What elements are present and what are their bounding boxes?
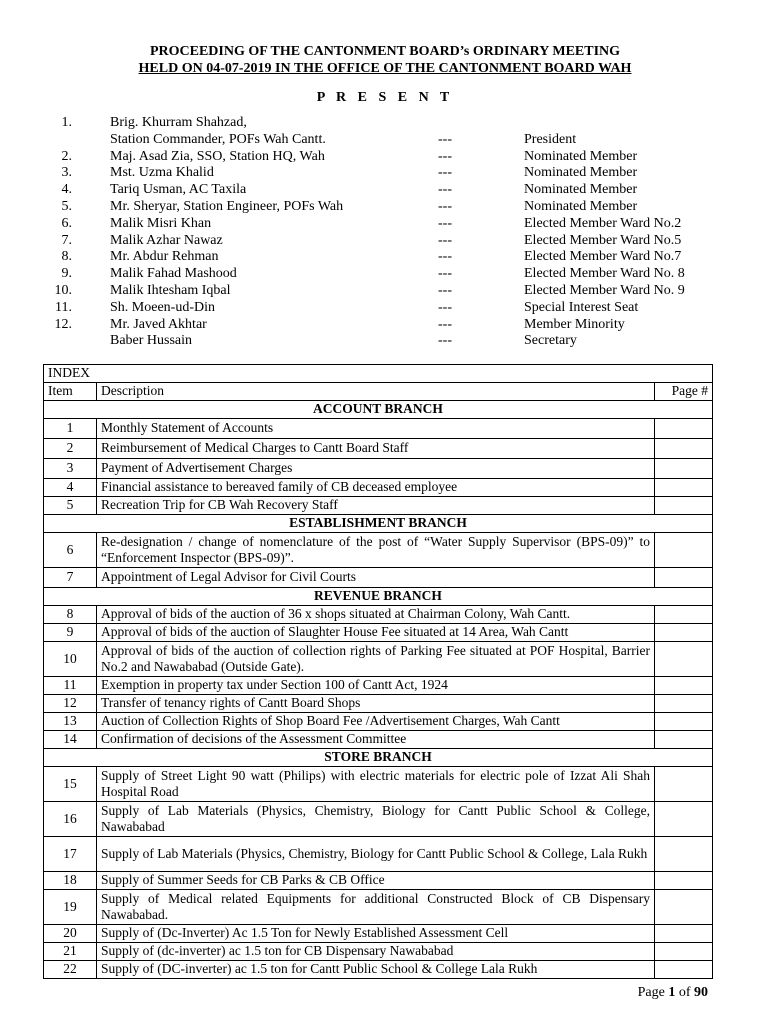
attendee-role: Elected Member Ward No.5 — [524, 232, 682, 248]
table-row — [44, 767, 713, 802]
attendee-number: 12. — [54, 316, 72, 332]
table-row — [44, 624, 713, 642]
table-row — [44, 533, 713, 568]
section-row — [44, 515, 713, 533]
attendee-row — [0, 233, 770, 250]
attendee-role: Secretary — [524, 333, 577, 349]
attendee-row — [0, 266, 770, 283]
table-row — [44, 890, 713, 925]
table-row — [44, 802, 713, 837]
attendee-name: Station Commander, POFs Wah Cantt. — [110, 131, 326, 147]
footer-page-word: Page — [637, 985, 665, 1000]
attendee-number: 7. — [61, 232, 72, 248]
item-description: Confirmation of decisions of the Assessment Committee — [97, 731, 655, 749]
item-number: 5 — [44, 497, 97, 515]
section-row — [44, 749, 713, 767]
attendee-number: 5. — [61, 199, 72, 214]
attendee-row — [0, 149, 770, 166]
table-row — [44, 568, 713, 588]
item-page — [655, 890, 713, 925]
item-page — [655, 943, 713, 961]
item-number: 16 — [44, 802, 97, 837]
attendee-name: Mr. Javed Akhtar — [110, 316, 207, 332]
index-header-row — [44, 383, 713, 401]
item-page — [655, 767, 713, 802]
attendee-number: 4. — [61, 182, 72, 198]
item-description: Recreation Trip for CB Wah Recovery Staff — [97, 497, 655, 515]
table-row — [44, 419, 713, 439]
attendee-row — [0, 115, 770, 132]
item-description: Financial assistance to bereaved family of CB deceased employee — [97, 479, 655, 497]
item-number: 3 — [44, 459, 97, 479]
attendee-role: Elected Member Ward No. 8 — [524, 266, 685, 282]
item-description: Supply of Street Light 90 watt (Philips) with electric materials for electric pole of Izzat Ali Shah Hospital Road — [97, 767, 655, 802]
item-description: Approval of bids of the auction of collection rights of Parking Fee situated at POF Hospital, Barrier No.2 and Nawababad (Outside Gate). — [97, 642, 655, 677]
index-table — [43, 364, 713, 979]
col-page-header: Page # — [655, 383, 713, 401]
attendee-row — [0, 249, 770, 266]
attendee-name: Maj. Asad Zia, SSO, Station HQ, Wah — [110, 148, 325, 164]
attendee-role: Special Interest Seat — [524, 299, 639, 315]
table-row — [44, 695, 713, 713]
footer-page-number: 1 — [668, 985, 676, 1000]
attendee-separator: --- — [438, 333, 452, 349]
section-row — [44, 588, 713, 606]
table-row — [44, 713, 713, 731]
item-description: Supply of Lab Materials (Physics, Chemistry, Biology for Cantt Public School & College, Lala Rukh — [97, 837, 655, 872]
item-description: Transfer of tenancy rights of Cantt Board Shops — [97, 695, 655, 713]
attendee-separator: --- — [438, 266, 452, 282]
attendee-separator: --- — [438, 131, 452, 147]
item-page — [655, 695, 713, 713]
present-heading: P R E S E N T — [316, 90, 454, 105]
attendee-number: 8. — [61, 249, 72, 265]
item-number: 6 — [44, 533, 97, 568]
table-row — [44, 497, 713, 515]
item-page — [655, 624, 713, 642]
section-heading: STORE BRANCH — [44, 749, 713, 767]
attendee-separator: --- — [438, 148, 452, 164]
attendee-number: 2. — [61, 148, 72, 164]
meeting-title: PROCEEDING OF THE CANTONMENT BOARD’s ORDINARY MEETING — [149, 44, 621, 59]
table-row — [44, 872, 713, 890]
attendee-row — [0, 165, 770, 182]
item-number: 17 — [44, 837, 97, 872]
item-description: Auction of Collection Rights of Shop Board Fee /Advertisement Charges, Wah Cantt — [97, 713, 655, 731]
table-row — [44, 439, 713, 459]
item-description: Supply of Medical related Equipments for additional Constructed Block of CB Dispensary Nawababad. — [97, 890, 655, 925]
attendee-role: Nominated Member — [524, 148, 638, 164]
col-item-header: Item — [44, 383, 97, 401]
item-number: 10 — [44, 642, 97, 677]
attendee-role: Nominated Member — [524, 199, 638, 214]
table-row — [44, 943, 713, 961]
item-description: Supply of Lab Materials (Physics, Chemistry, Biology for Cantt Public School & College, Nawababad — [97, 802, 655, 837]
meeting-date-line: HELD ON 04-07-2019 IN THE OFFICE OF THE CANTONMENT BOARD WAH — [138, 61, 632, 76]
attendee-row — [0, 317, 770, 334]
footer-of-word: of — [678, 985, 691, 1000]
item-number: 9 — [44, 624, 97, 642]
item-page — [655, 606, 713, 624]
attendee-separator: --- — [438, 182, 452, 198]
attendee-role: Member Minority — [524, 316, 625, 332]
attendee-separator: --- — [438, 249, 452, 265]
item-page — [655, 961, 713, 979]
item-page — [655, 439, 713, 459]
item-description: Payment of Advertisement Charges — [97, 459, 655, 479]
item-number: 15 — [44, 767, 97, 802]
item-page — [655, 642, 713, 677]
attendee-separator: --- — [438, 199, 452, 214]
item-page — [655, 837, 713, 872]
attendee-row — [0, 216, 770, 233]
attendee-separator: --- — [438, 283, 452, 298]
item-page — [655, 713, 713, 731]
attendee-name: Baber Hussain — [110, 333, 193, 349]
col-description-header: Description — [97, 383, 655, 401]
attendee-separator: --- — [438, 316, 452, 332]
table-row — [44, 731, 713, 749]
section-heading: ACCOUNT BRANCH — [44, 401, 713, 419]
item-page — [655, 925, 713, 943]
attendee-role: Elected Member Ward No.2 — [524, 215, 682, 231]
attendee-name: Mr. Sheryar, Station Engineer, POFs Wah — [110, 199, 344, 214]
item-number: 14 — [44, 731, 97, 749]
item-description: Approval of bids of the auction of Slaughter House Fee situated at 14 Area, Wah Cantt — [97, 624, 655, 642]
item-page — [655, 802, 713, 837]
attendee-number: 9. — [61, 266, 72, 282]
attendee-role: Elected Member Ward No.7 — [524, 249, 682, 265]
attendee-name: Malik Misri Khan — [110, 215, 212, 231]
attendee-row — [0, 132, 770, 149]
item-number: 21 — [44, 943, 97, 961]
attendee-role: Nominated Member — [524, 165, 638, 181]
item-description: Supply of (DC-inverter) ac 1.5 ton for Cantt Public School & College Lala Rukh — [97, 961, 655, 979]
attendee-row — [0, 199, 770, 216]
item-page — [655, 568, 713, 588]
attendee-name: Malik Ihtesham Iqbal — [110, 283, 231, 298]
table-row — [44, 606, 713, 624]
item-number: 20 — [44, 925, 97, 943]
item-number: 22 — [44, 961, 97, 979]
item-number: 13 — [44, 713, 97, 731]
table-row — [44, 925, 713, 943]
item-number: 18 — [44, 872, 97, 890]
item-description: Exemption in property tax under Section 100 of Cantt Act, 1924 — [97, 677, 655, 695]
attendee-name: Brig. Khurram Shahzad, — [110, 115, 247, 130]
attendee-role: Elected Member Ward No. 9 — [524, 283, 685, 298]
item-description: Re-designation / change of nomenclature of the post of “Water Supply Supervisor (BPS-09)” to “Enforcement Inspector (BPS-09)”. — [97, 533, 655, 568]
attendee-role: President — [524, 131, 577, 147]
table-row — [44, 459, 713, 479]
attendee-number: 10. — [54, 283, 72, 298]
item-description: Reimbursement of Medical Charges to Cantt Board Staff — [97, 439, 655, 459]
attendee-row — [0, 333, 770, 350]
table-row — [44, 642, 713, 677]
attendee-name: Tariq Usman, AC Taxila — [110, 182, 247, 198]
attendee-number: 1. — [61, 115, 72, 130]
section-row — [44, 401, 713, 419]
item-description: Supply of (Dc-Inverter) Ac 1.5 Ton for Newly Established Assessment Cell — [97, 925, 655, 943]
attendee-number: 3. — [61, 165, 72, 181]
item-page — [655, 677, 713, 695]
attendee-name: Mst. Uzma Khalid — [110, 165, 214, 181]
item-page — [655, 872, 713, 890]
item-number: 1 — [44, 419, 97, 439]
attendee-role: Nominated Member — [524, 182, 638, 198]
section-heading: REVENUE BRANCH — [44, 588, 713, 606]
attendee-row — [0, 300, 770, 317]
attendee-name: Sh. Moeen-ud-Din — [110, 299, 215, 315]
item-page — [655, 497, 713, 515]
item-description: Monthly Statement of Accounts — [97, 419, 655, 439]
table-row — [44, 479, 713, 497]
table-row — [44, 961, 713, 979]
item-page — [655, 419, 713, 439]
footer-page-total: 90 — [694, 985, 708, 1000]
item-description: Supply of Summer Seeds for CB Parks & CB Office — [97, 872, 655, 890]
attendee-separator: --- — [438, 299, 452, 315]
item-number: 11 — [44, 677, 97, 695]
page-footer — [638, 985, 708, 1001]
index-title-row — [44, 365, 713, 383]
attendee-separator: --- — [438, 232, 452, 248]
attendee-name: Malik Azhar Nawaz — [110, 232, 223, 248]
attendee-number: 6. — [61, 215, 72, 231]
attendee-name: Malik Fahad Mashood — [110, 266, 237, 282]
item-number: 19 — [44, 890, 97, 925]
item-page — [655, 479, 713, 497]
section-heading: ESTABLISHMENT BRANCH — [44, 515, 713, 533]
item-number: 2 — [44, 439, 97, 459]
item-description: Supply of (dc-inverter) ac 1.5 ton for CB Dispensary Nawababad — [97, 943, 655, 961]
item-page — [655, 533, 713, 568]
item-page — [655, 731, 713, 749]
attendee-name: Mr. Abdur Rehman — [110, 249, 219, 265]
item-number: 12 — [44, 695, 97, 713]
attendee-row — [0, 182, 770, 199]
item-number: 8 — [44, 606, 97, 624]
attendee-separator: --- — [438, 215, 452, 231]
attendee-number: 11. — [55, 299, 72, 315]
item-description: Appointment of Legal Advisor for Civil Courts — [97, 568, 655, 588]
item-number: 7 — [44, 568, 97, 588]
item-page — [655, 459, 713, 479]
table-row — [44, 677, 713, 695]
item-description: Approval of bids of the auction of 36 x shops situated at Chairman Colony, Wah Cantt. — [97, 606, 655, 624]
attendee-row — [0, 283, 770, 300]
table-row — [44, 837, 713, 872]
index-title: INDEX — [44, 365, 713, 383]
attendee-separator: --- — [438, 165, 452, 181]
item-number: 4 — [44, 479, 97, 497]
